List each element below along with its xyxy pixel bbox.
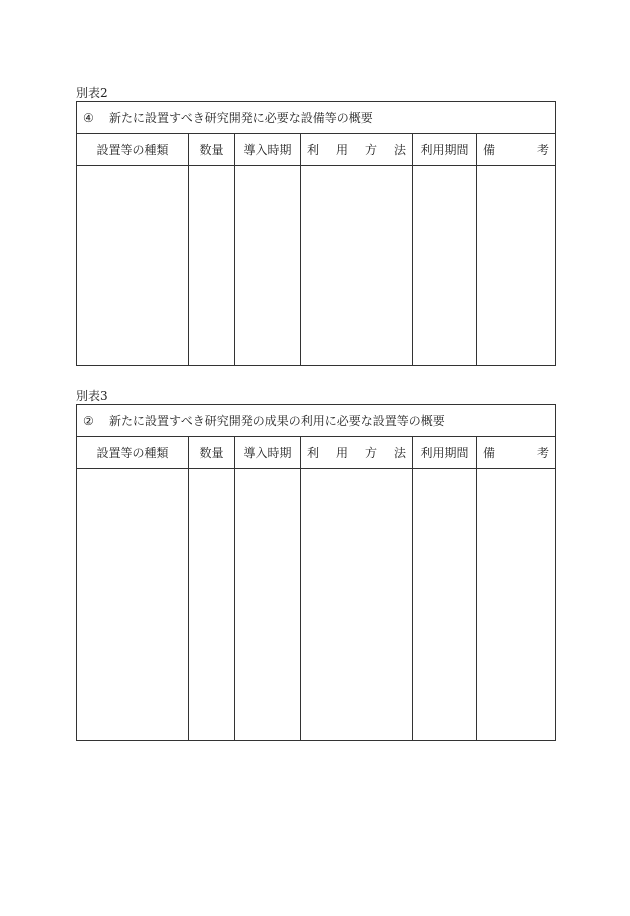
equipment-table	[76, 101, 556, 366]
body-cell	[301, 166, 413, 365]
header-remarks: 備考	[483, 143, 549, 157]
title-text: 新たに設置すべき研究開発の成果の利用に必要な設置等の概要	[109, 414, 445, 428]
body-cell	[301, 469, 413, 740]
header-remarks: 備考	[483, 446, 549, 460]
body-cell	[77, 469, 189, 740]
header-period: 利用期間	[413, 437, 477, 468]
header-introduction: 導入時期	[235, 437, 301, 468]
table-title	[77, 102, 555, 134]
results-table	[76, 404, 556, 741]
header-usage: 利用方法	[301, 437, 413, 468]
header-row	[77, 437, 555, 469]
body-cell	[235, 469, 301, 740]
header-usage: 利用方法	[301, 134, 413, 165]
body-cell	[235, 166, 301, 365]
header-period: 利用期間	[413, 134, 477, 165]
body-cell	[189, 166, 235, 365]
body-cell	[477, 166, 555, 365]
body-cell	[413, 469, 477, 740]
table-label: 別表2	[76, 86, 108, 100]
table-title	[77, 405, 555, 437]
table-label: 別表3	[76, 389, 108, 403]
body-row	[77, 166, 555, 365]
body-cell	[477, 469, 555, 740]
title-text: 新たに設置すべき研究開発に必要な設備等の概要	[109, 111, 373, 125]
body-cell	[413, 166, 477, 365]
body-row	[77, 469, 555, 740]
header-quantity: 数量	[189, 134, 235, 165]
header-row	[77, 134, 555, 166]
item-number: ④	[83, 110, 94, 125]
header-introduction: 導入時期	[235, 134, 301, 165]
body-cell	[189, 469, 235, 740]
header-type: 設置等の種類	[77, 134, 189, 165]
item-number: ②	[83, 413, 94, 428]
header-quantity: 数量	[189, 437, 235, 468]
body-cell	[77, 166, 189, 365]
header-type: 設置等の種類	[77, 437, 189, 468]
